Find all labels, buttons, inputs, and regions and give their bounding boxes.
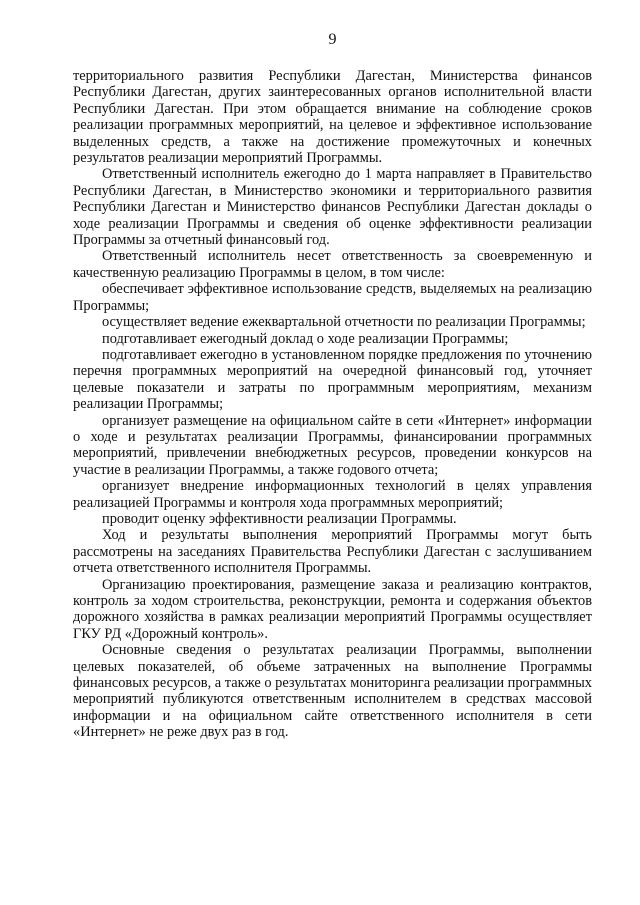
paragraph: подготавливает ежегодный доклад о ходе реализации Программы;: [102, 330, 509, 347]
document-body: [73, 68, 592, 741]
paragraph: подготавливает ежегодно в установленном порядке предложения по уточнению перечня программных мероприятий на очередной финансовый год, уточняет целевые показатели и затраты по программным мероприятиям, механизм реализации Программы;: [73, 346, 592, 413]
paragraph: Ход и результаты выполнения мероприятий Программы могут быть рассмотрены на заседаниях Правительства Республики Дагестан с заслушиванием отчета ответственного исполнителя Программы.: [73, 527, 592, 577]
paragraph: Организацию проектирования, размещение заказа и реализацию контрактов, контроль за ходом строительства, реконструкции, ремонта и содержания объектов дорожного хозяйства в рамках реализации мероприятий Программы осуществляет ГКУ РД «Дорожный контроль».: [73, 576, 592, 642]
paragraph: Ответственный исполнитель ежегодно до 1 марта направляет в Правительство Республики Дагестан, в Министерство экономики и территориального развития Республики Дагестан и Министерство финансов Республики Дагестан доклады о ходе реализации Программы и сведения об оценке эффективности реализации Программы за отчетный финансовый год.: [73, 166, 592, 249]
paragraph: организует внедрение информационных технологий в целях управления реализацией Программы и контроля хода программных мероприятий;: [73, 478, 592, 511]
paragraph: Основные сведения о результатах реализации Программы, выполнении целевых показателей, об объеме затраченных на выполнение Программы финансовых ресурсов, а также о результатах мониторинга реализации программных мероприятий публикуются ответственным исполнителем в средствах массовой информации и на официальном сайте ответственного исполнителя в сети «Интернет» не реже двух раз в год.: [73, 642, 592, 741]
page-number: 9: [328, 31, 337, 48]
paragraph: территориального развития Республики Дагестан, Министерства финансов Республики Дагестан, других заинтересованных органов исполнительной власти Республики Дагестан. При этом обращается внимание на соблюдение сроков реализации программных мероприятий, на целевое и эффективное использование выделенных средств, а также на достижение промежуточных и конечных результатов реализации мероприятий Программы.: [73, 68, 592, 167]
paragraph: обеспечивает эффективное использование средств, выделяемых на реализацию Программы;: [73, 281, 592, 314]
paragraph: Ответственный исполнитель несет ответственность за своевременную и качественную реализацию Программы в целом, в том числе:: [73, 248, 592, 281]
paragraph: осуществляет ведение ежеквартальной отчетности по реализации Программы;: [102, 314, 586, 331]
paragraph: проводит оценку эффективности реализации Программы.: [102, 510, 457, 527]
paragraph: организует размещение на официальном сайте в сети «Интернет» информации о ходе и результатах реализации Программы, финансировании программных мероприятий, привлечении внебюджетных ресурсов, проведении конкурсов на участие в реализации Программы, а также годового отчета;: [73, 412, 592, 478]
